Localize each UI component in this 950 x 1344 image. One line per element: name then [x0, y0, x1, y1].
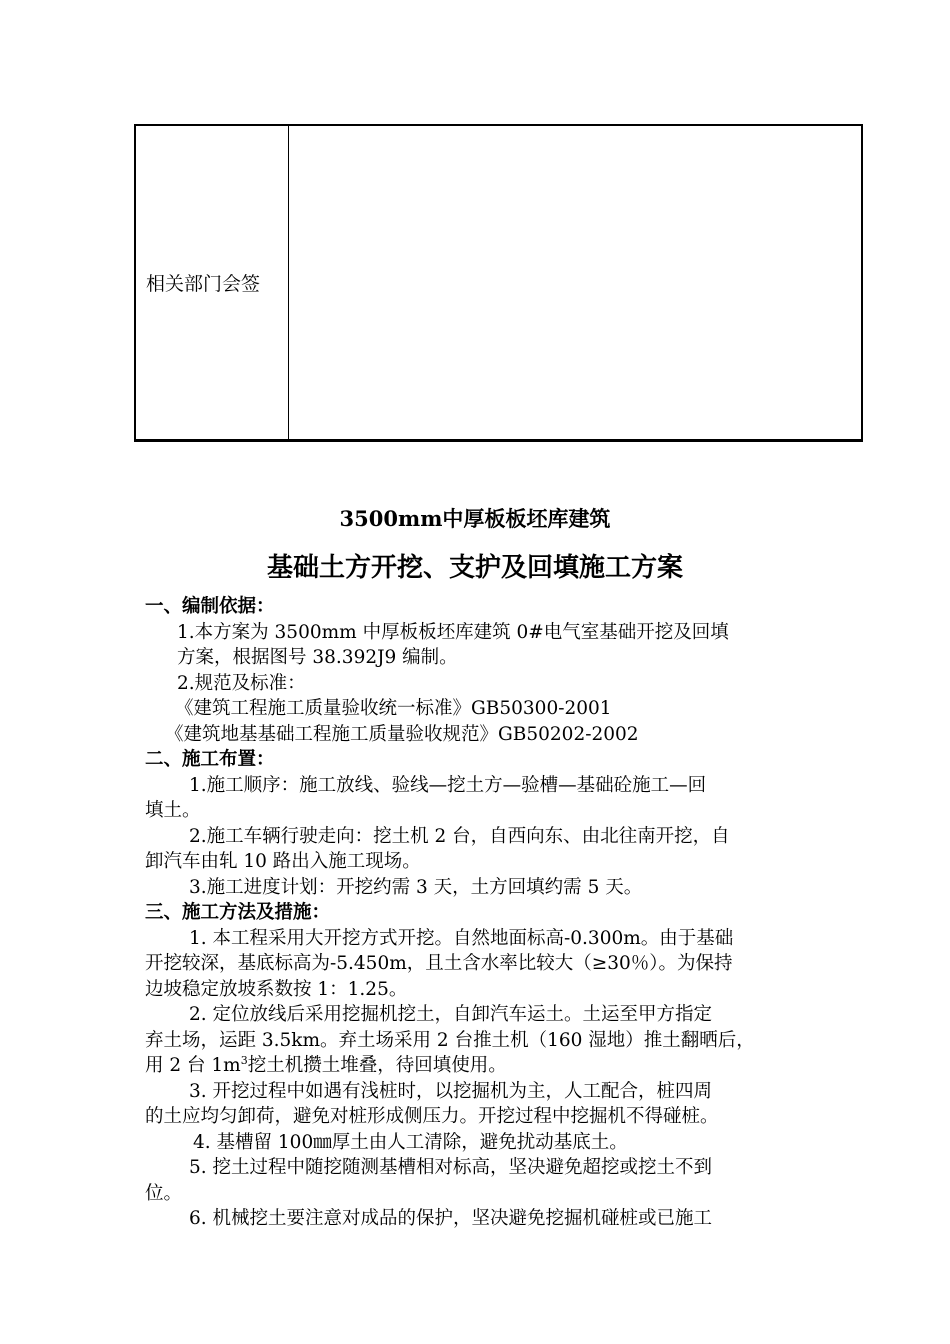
superscript-cubic: 3 [240, 1053, 248, 1067]
paragraph-line: 填土。 [145, 800, 201, 821]
paragraph-line: 1.施工顺序：施工放线、验线—挖土方—验槽—基础砼施工—回 [189, 774, 707, 796]
standard-reference: 《建筑工程施工质量验收统一标准》GB50300-2001 [175, 698, 612, 719]
paragraph-line: 的土应均匀卸荷，避免对桩形成侧压力。开挖过程中挖掘机不得碰桩。 [145, 1106, 719, 1127]
paragraph-line: 位。 [145, 1182, 183, 1204]
document-title-line2: 基础土方开挖、支护及回填施工方案 [266, 553, 683, 583]
paragraph-line: 3.施工进度计划：开挖约需 3 天，土方回填约需 5 天。 [189, 876, 643, 898]
paragraph-line: 方案，根据图号 38.392J9 编制。 [177, 647, 458, 668]
section-heading-methods: 三、施工方法及措施： [145, 902, 331, 923]
sign-off-label-cell [136, 126, 289, 439]
paragraph-line: 1.本方案为 3500mm 中厚板板坯库建筑 0#电气室基础开挖及回填 [177, 621, 729, 643]
paragraph-text: 挖土机攒土堆叠，待回填使用。 [247, 1055, 507, 1076]
paragraph-line: 开挖较深，基底标高为-5.450m，且土含水率比较大（≥30％）。为保持 [145, 953, 733, 974]
document-title-line1: 3500mm中厚板板坯库建筑 [339, 506, 611, 531]
document-body [145, 594, 815, 1232]
paragraph-line: 1. 本工程采用大开挖方式开挖。自然地面标高-0.300m。由于基础 [189, 927, 734, 949]
paragraph-line: 边坡稳定放坡系数按 1：1.25。 [145, 978, 408, 1000]
sign-off-content-cell [289, 126, 861, 439]
paragraph-line: 6. 机械挖土要注意对成品的保护，坚决避免挖掘机碰桩或已施工 [189, 1208, 713, 1229]
section-heading-basis: 一、编制依据： [145, 596, 275, 617]
paragraph-line: 卸汽车由轧 10 路出入施工现场。 [145, 851, 421, 872]
paragraph-line: 2.施工车辆行驶走向：挖土机 2 台，自西向东、由北往南开挖，自 [189, 825, 730, 847]
paragraph-line: 弃土场，运距 3.5km。弃土场采用 2 台推土机（160 湿地）推土翻晒后， [145, 1029, 755, 1051]
section-heading-layout: 二、施工布置： [145, 749, 275, 770]
paragraph-line: 2.规范及标准： [177, 672, 306, 694]
sign-off-label: 相关部门会签 [146, 273, 261, 295]
paragraph-text: 用 2 台 1m [145, 1055, 241, 1076]
paragraph-line: 5. 挖土过程中随挖随测基槽相对标高，坚决避免超挖或挖土不到 [189, 1157, 713, 1178]
sign-off-table [134, 124, 863, 442]
paragraph-line: 4. 基槽留 100㎜厚土由人工清除，避免扰动基底土。 [193, 1131, 628, 1153]
paragraph-line: 3. 开挖过程中如遇有浅桩时，以挖掘机为主，人工配合，桩四周 [189, 1080, 713, 1102]
paragraph-line [145, 1053, 815, 1079]
standard-reference: 《建筑地基基础工程施工质量验收规范》GB50202-2002 [165, 723, 639, 745]
paragraph-line: 2. 定位放线后采用挖掘机挖土，自卸汽车运土。土运至甲方指定 [189, 1004, 713, 1025]
